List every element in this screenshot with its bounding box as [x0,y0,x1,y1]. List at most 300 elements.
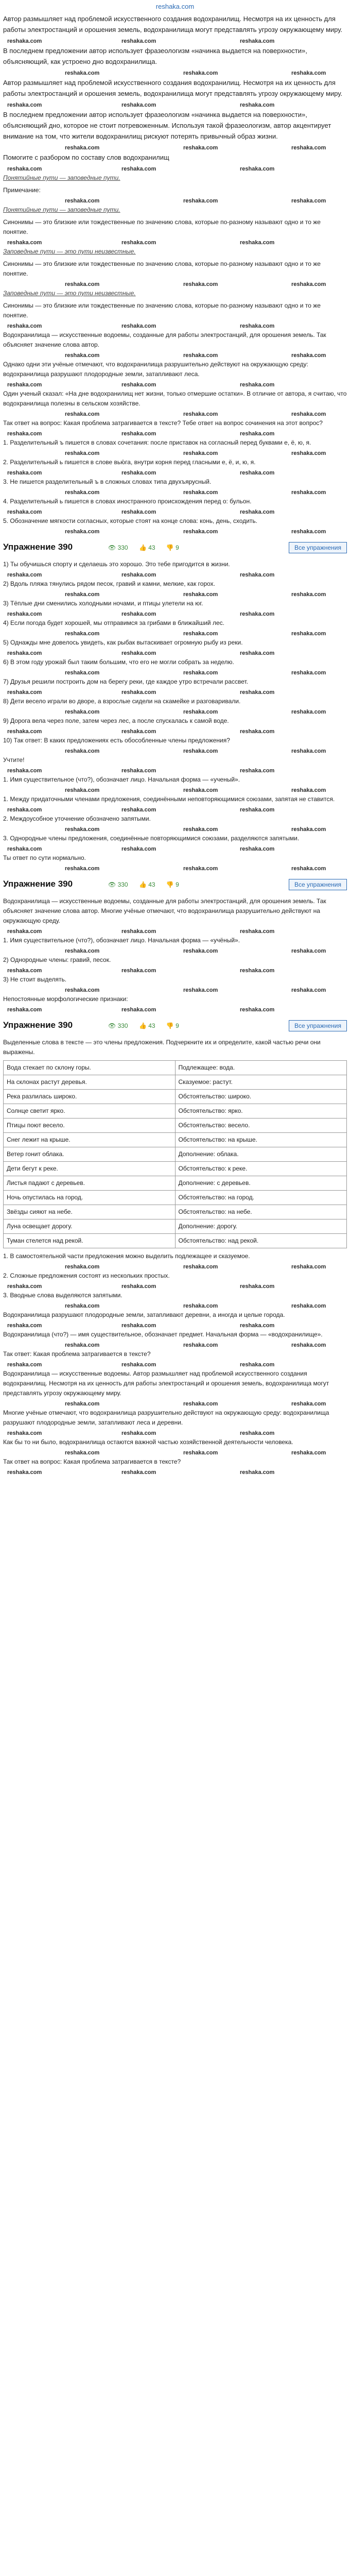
table-cell: Птицы поют весело. [4,1118,176,1133]
watermark-text: reshaka.com [183,1303,218,1309]
exercise-item: 2) Вдоль пляжа тянулись рядом песок, гравий и камни, мелкие, как горох. [3,580,215,587]
exercise-header-3 [0,1018,350,1033]
dislikes-count[interactable]: 👎 9 [166,881,179,888]
watermark-text: reshaka.com [240,1283,275,1290]
watermark-row [3,728,347,736]
closing-paragraph: Водохранилища (что?) — имя существительное, обозначает предмет. Начальная форма — «водохранилище». [3,1331,323,1338]
exercise-text: 3) Не стоит выделять. [3,976,67,983]
exercise-text: Водохранилища — искусственные водоемы, созданные для работы электростанций, для орошения земель. Так объясняет значение слова автор. Многие учёные отмечают, что водохранилища разрушительно действуют на окружающую среду. [3,897,326,924]
table-cell: Река разлилась широко. [4,1090,176,1104]
table-row [4,1162,347,1176]
watermark-text: reshaka.com [291,489,326,496]
watermark-row [3,411,347,418]
likes-count[interactable]: 👍 43 [138,1022,155,1029]
watermark-text: reshaka.com [7,1430,42,1436]
watermark-text: reshaka.com [240,240,275,246]
watermark-row [3,768,347,775]
analysis-paragraph: 5. Обозначение мягкости согласных, которые стоят на конце слова: конь, день, сходить. [3,517,257,524]
watermark-row [3,689,347,697]
watermark-row [3,650,347,657]
watermark-text: reshaka.com [291,631,326,637]
watermark-text: reshaka.com [240,572,275,578]
likes-count[interactable]: 👍 43 [138,881,155,888]
watermark-text: reshaka.com [183,709,218,715]
watermark-row [3,1469,347,1477]
analysis-paragraph: Так ответ на вопрос: Какая проблема затрагивается в тексте? Тебе ответ на вопрос сочинения на этот вопрос? [3,419,323,427]
watermark-text: reshaka.com [240,689,275,696]
watermark-text: reshaka.com [121,807,156,813]
watermark-text: reshaka.com [121,102,156,108]
watermark-text: reshaka.com [183,1264,218,1270]
watermark-row [3,1303,347,1310]
exercise-title: Упражнение 390 [3,542,73,552]
watermark-row [3,1342,347,1349]
analysis-paragraph: 1. Разделительный ъ пишется в словах сочетания: после приставок на согласный перед буквами е, ё, ю, я. [3,439,311,446]
watermark-text: reshaka.com [7,240,42,246]
watermark-text: reshaka.com [291,987,326,993]
views-count: 👁 330 [108,1022,128,1029]
exercise-item: 8) Дети весело играли во дворе, а взрослые сидели на скамейке и разговаривали. [3,698,241,705]
watermark-row [3,670,347,677]
watermark-text: reshaka.com [183,748,218,754]
term-title: Заповедные пути — это пути неизвестные. [3,290,136,297]
watermark-text: reshaka.com [7,382,42,388]
exercise-stats [108,544,188,551]
watermark-row [3,382,347,389]
analysis-section [0,330,350,536]
watermark-text: reshaka.com [65,1401,100,1407]
watermark-row [3,826,347,834]
exercise-text: 2) Однородные члены: гравий, песок. [3,956,111,963]
exercise-item: 6) В этом году урожай был таким большим, что его не могли собрать за неделю. [3,658,234,666]
table-row [4,1176,347,1191]
watermark-text: reshaka.com [183,198,218,204]
term-definition: Синонимы — это близкие или тождественные по значению слова, которые по-разному называют одно и то же понятие. [3,302,321,319]
exercise-item: 5) Однажды мне довелось увидеть, как рыбак вытаскивает огромную рыбу из реки. [3,639,243,646]
watermark-text: reshaka.com [183,1450,218,1456]
closing-paragraph: Водохранилища разрушают плодородные земли, затапливают деревни, а иногда и целые города. [3,1311,285,1318]
table-row [4,1205,347,1219]
table-row [4,1191,347,1205]
watermark-text: reshaka.com [291,529,326,535]
watermark-row [3,1283,347,1291]
watermark-text: reshaka.com [65,709,100,715]
watermark-row [3,968,347,975]
all-exercises-button[interactable]: Все упражнения [289,542,347,553]
site-header[interactable]: reshaka.com [155,3,195,10]
watermark-text: reshaka.com [183,1342,218,1348]
watermark-row [3,572,347,579]
term-title: Заповедные пути — это пути неизвестные. [3,248,136,255]
watermark-text: reshaka.com [121,572,156,578]
intro-paragraph: Автор размышляет над проблемой искусственного создания водохранилищ. Несмотря на их ценность для работы электростанций и орошения земель, водохранилища могут представлять угрозу окружающему миру. [3,15,343,33]
exercise2-text [0,896,350,1014]
watermark-row [3,1362,347,1369]
watermark-text: reshaka.com [121,1362,156,1368]
exercise3-intro-text: Выделенные слова в тексте — это члены предложения. Подчеркните их и определите, какой частью речи они выражены. [3,1039,321,1056]
watermark-text: reshaka.com [7,928,42,935]
watermark-text: reshaka.com [121,166,156,172]
watermark-row [3,748,347,755]
watermark-text: reshaka.com [291,866,326,872]
table-row [4,1090,347,1104]
analysis-paragraph: 3. Не пишется разделительный ъ в сложных словах типа двухъярусный. [3,478,212,485]
dislikes-count[interactable]: 👎 9 [166,1022,179,1029]
watermark-text: reshaka.com [121,728,156,735]
exercise-note: 1. Между придаточными членами предложения, соединёнными неповторяющимися союзами, запятая не ставится. [3,795,335,803]
table-cell: Ночь опустилась на город. [4,1191,176,1205]
term-definition: Примечание: [3,187,41,194]
exercise-item: 9) Дорога вела через поле, затем через лес, а после спускалась к самой воде. [3,717,229,724]
table-cell: Луна освещает дорогу. [4,1219,176,1234]
table-cell: Обстоятельство: к реке. [175,1162,347,1176]
dislikes-count[interactable]: 👎 9 [166,544,179,551]
watermark-text: reshaka.com [65,591,100,598]
watermark-text: reshaka.com [7,846,42,852]
watermark-text: reshaka.com [240,431,275,437]
watermark-text: reshaka.com [65,70,100,76]
closing-paragraph: 3. Вводные слова выделяются запятыми. [3,1292,122,1299]
analysis-paragraph: Один ученый сказал: «На дне водохранилищ нет жизни, только отмершие остатки». В отличие от автора, я считаю, что водохранилища полезны в сельском хозяйстве. [3,390,347,407]
watermark-text: reshaka.com [183,529,218,535]
watermark-text: reshaka.com [121,689,156,696]
table-row [4,1075,347,1090]
watermark-text: reshaka.com [291,1401,326,1407]
watermark-text: reshaka.com [65,352,100,359]
final-paragraph: Как бы то ни было, водохранилища остаются важной частью хозяйственной деятельности человека. [3,1438,293,1446]
watermark-text: reshaka.com [291,70,326,76]
watermark-text: reshaka.com [121,509,156,515]
watermark-text: reshaka.com [183,70,218,76]
watermark-text: reshaka.com [7,509,42,515]
likes-count[interactable]: 👍 43 [138,544,155,551]
table-cell: Сказуемое: растут. [175,1075,347,1090]
watermark-text: reshaka.com [240,968,275,974]
watermark-text: reshaka.com [291,1303,326,1309]
table-row [4,1133,347,1147]
watermark-text: reshaka.com [240,382,275,388]
watermark-text: reshaka.com [183,826,218,833]
watermark-text: reshaka.com [291,1450,326,1456]
watermark-text: reshaka.com [7,1362,42,1368]
exercise-stats [108,881,188,888]
term-definition: Синонимы — это близкие или тождественные по значению слова, которые по-разному называют одно и то же понятие. [3,218,321,235]
table-cell: Снег лежит на крыше. [4,1133,176,1147]
watermark-text: reshaka.com [65,1450,100,1456]
watermark-text: reshaka.com [121,650,156,656]
watermark-row [3,1450,347,1457]
table-cell: Ветер гонит облака. [4,1147,176,1162]
watermark-text: reshaka.com [183,948,218,954]
table-cell: Вода стекает по склону горы. [4,1061,176,1075]
watermark-text: reshaka.com [183,987,218,993]
closing-paragraph: 1. В самостоятельной части предложения можно выделить подлежащее и сказуемое. [3,1252,250,1260]
watermark-row [3,866,347,873]
watermark-row [3,529,347,536]
watermark-row [3,102,347,109]
table-cell: Обстоятельство: ярко. [175,1104,347,1118]
watermark-text: reshaka.com [240,509,275,515]
watermark-text: reshaka.com [291,145,326,151]
watermark-text: reshaka.com [65,787,100,793]
watermark-text: reshaka.com [240,768,275,774]
watermark-text: reshaka.com [121,611,156,617]
watermark-text: reshaka.com [65,198,100,204]
exercise-note: 3. Однородные члены предложения, соединённые повторяющимися союзами, разделяются запятыми. [3,835,300,842]
watermark-text: reshaka.com [65,670,100,676]
table-row [4,1219,347,1234]
watermark-text: reshaka.com [240,1469,275,1476]
watermark-text: reshaka.com [291,709,326,715]
watermark-text: reshaka.com [291,1342,326,1348]
watermark-text: reshaka.com [240,728,275,735]
watermark-text: reshaka.com [7,166,42,172]
watermark-row [3,1430,347,1437]
watermark-text: reshaka.com [7,38,42,44]
analysis-paragraph: 2. Разделительный ь пишется в слове вью́га, внутри корня перед гласными е, ё, и, ю, я. [3,459,256,466]
watermark-text: reshaka.com [240,846,275,852]
watermark-text: reshaka.com [65,529,100,535]
watermark-text: reshaka.com [240,102,275,108]
terms-section [0,173,350,330]
watermark-text: reshaka.com [240,1430,275,1436]
watermark-text: reshaka.com [121,846,156,852]
exercise-note: 2. Междоусобное уточнение обозначено запятыми. [3,815,151,822]
watermark-text: reshaka.com [121,968,156,974]
watermark-text: reshaka.com [7,689,42,696]
views-count: 👁 330 [108,881,128,888]
final-section [0,1369,350,1477]
answer-table [3,1060,347,1248]
watermark-text: reshaka.com [7,431,42,437]
table-cell: Листья падают с деревьев. [4,1176,176,1191]
watermark-text: reshaka.com [121,928,156,935]
term-definition: Синонимы — это близкие или тождественные по значению слова, которые по-разному называют одно и то же понятие. [3,260,321,277]
closing-paragraph: Так ответ: Какая проблема затрагивается в тексте? [3,1350,151,1358]
watermark-text: reshaka.com [183,281,218,287]
watermark-text: reshaka.com [65,748,100,754]
watermark-text: reshaka.com [121,382,156,388]
watermark-text: reshaka.com [121,1323,156,1329]
watermark-row [3,928,347,936]
watermark-row [3,509,347,516]
table-cell: Обстоятельство: на крыше. [175,1133,347,1147]
table-cell: Обстоятельство: на город. [175,1191,347,1205]
exercise-item: 4) Если погода будет хорошей, мы отправимся за грибами в ближайший лес. [3,619,224,626]
watermark-text: reshaka.com [240,650,275,656]
watermark-row [3,489,347,497]
analysis-paragraph: 4. Разделительный ь пишется в словах иностранного происхождения перед о: бульон. [3,498,252,505]
watermark-row [3,198,347,205]
table-cell: Дополнение: дорогу. [175,1219,347,1234]
table-cell: Обстоятельство: весело. [175,1118,347,1133]
watermark-row [3,1323,347,1330]
term-title: Понятийные пути — заповедные пути. [3,206,120,213]
intro-paragraph: Помогите с разбором по составу слов водохранилищ [3,154,169,161]
exercise-note: Учтите! [3,756,25,764]
watermark-row [3,846,347,853]
closing-paragraph: 2. Сложные предложения состоят из нескольких простых. [3,1272,170,1279]
watermark-row [3,709,347,716]
watermark-text: reshaka.com [7,650,42,656]
watermark-text: reshaka.com [7,1323,42,1329]
watermark-text: reshaka.com [65,826,100,833]
watermark-row [3,1007,347,1014]
watermark-text: reshaka.com [121,470,156,476]
watermark-text: reshaka.com [7,1469,42,1476]
table-row [4,1147,347,1162]
watermark-text: reshaka.com [65,1342,100,1348]
exercise1-items [0,560,350,755]
watermark-row [3,807,347,814]
table-cell: На склонах растут деревья. [4,1075,176,1090]
table-cell: Солнце светит ярко. [4,1104,176,1118]
exercise-item: 1) Ты обучишься спорту и сделаешь это хорошо. Это тебе пригодится в жизни. [3,561,230,568]
exercise-title: Упражнение 390 [3,1020,73,1030]
table-cell: Дополнение: облака. [175,1147,347,1162]
watermark-text: reshaka.com [121,1283,156,1290]
table-cell: Подлежащее: вода. [175,1061,347,1075]
watermark-text: reshaka.com [7,968,42,974]
watermark-text: reshaka.com [65,450,100,456]
exercise-item: 3) Тёплые дни сменились холодными ночами, и птицы улетели на юг. [3,600,203,607]
analysis-paragraph: Водохранилища — искусственные водоемы, созданные для работы электростанций, для орошения земель. Так объясняет значение слова автор. [3,331,326,348]
exercise-header-2 [0,877,350,892]
closing-section [0,1251,350,1369]
watermark-row [3,591,347,599]
exercise-item: 10) Так ответ: В каких предложениях есть обособленные члены предложения? [3,737,230,744]
exercise3-intro [0,1038,350,1057]
watermark-text: reshaka.com [121,38,156,44]
table-row [4,1061,347,1075]
watermark-text: reshaka.com [183,145,218,151]
watermark-row [3,1264,347,1271]
watermark-text: reshaka.com [291,826,326,833]
watermark-text: reshaka.com [65,866,100,872]
watermark-text: reshaka.com [240,1323,275,1329]
table-cell: Дополнение: с деревьев. [175,1176,347,1191]
watermark-row [3,240,347,247]
intro-paragraph: Автор размышляет над проблемой искусственного создания водохранилищ. Несмотря на их ценность для работы электростанций и орошения земель, водохранилища могут представлять угрозу окружающему миру. [3,79,343,97]
watermark-text: reshaka.com [291,748,326,754]
watermark-row [3,470,347,477]
watermark-text: reshaka.com [240,611,275,617]
watermark-text: reshaka.com [65,987,100,993]
final-paragraph: Так ответ на вопрос: Какая проблема затрагивается в тексте? [3,1458,181,1465]
watermark-text: reshaka.com [240,1007,275,1013]
exercise-note: 1. Имя существительное (что?), обозначает лицо. Начальная форма — «ученый». [3,776,240,783]
watermark-text: reshaka.com [7,470,42,476]
watermark-text: reshaka.com [183,670,218,676]
table-cell: Обстоятельство: широко. [175,1090,347,1104]
exercise-header-1 [0,540,350,555]
final-paragraph: Многие учёные отмечают, что водохранилища разрушительно действуют на окружающую среду: водохранилища разрушают плодородные земли, затапливают леса и деревни. [3,1409,329,1426]
watermark-text: reshaka.com [240,928,275,935]
watermark-text: reshaka.com [65,948,100,954]
intro-paragraph: В последнем предложении автор использует фразеологизм «начинка выдается на поверхности», объясняющий дно, которое не стоит потревоженным. Используя такой фразеологизм, автор акцентирует внимание на том, что жители водохранилищ рискуют потерять привычный образ жизни. [3,111,331,140]
exercise-text: 1. Имя существительное (что?), обозначает лицо. Начальная форма — «учёный». [3,937,240,944]
watermark-text: reshaka.com [183,787,218,793]
watermark-text: reshaka.com [65,631,100,637]
watermark-text: reshaka.com [240,470,275,476]
watermark-text: reshaka.com [183,591,218,598]
table-cell: Дети бегут к реке. [4,1162,176,1176]
watermark-text: reshaka.com [183,866,218,872]
all-exercises-button[interactable]: Все упражнения [289,879,347,890]
watermark-text: reshaka.com [121,1007,156,1013]
watermark-text: reshaka.com [240,323,275,329]
watermark-text: reshaka.com [291,1264,326,1270]
exercise-note: Ты ответ по сути нормально. [3,854,86,861]
watermark-text: reshaka.com [121,1430,156,1436]
watermark-text: reshaka.com [7,572,42,578]
exercise-title: Упражнение 390 [3,879,73,889]
watermark-row [3,987,347,994]
watermark-text: reshaka.com [7,323,42,329]
table-cell: Туман стелется над рекой. [4,1234,176,1248]
exercise-stats [108,1022,188,1029]
table-cell: Обстоятельство: на небе. [175,1205,347,1219]
watermark-row [3,948,347,955]
watermark-text: reshaka.com [183,489,218,496]
all-exercises-button[interactable]: Все упражнения [289,1020,347,1031]
watermark-text: reshaka.com [291,787,326,793]
watermark-text: reshaka.com [121,1469,156,1476]
views-count: 👁 330 [108,544,128,551]
watermark-row [3,323,347,330]
table-row [4,1234,347,1248]
watermark-text: reshaka.com [291,198,326,204]
watermark-text: reshaka.com [291,450,326,456]
exercise1-notes [0,755,350,873]
watermark-text: reshaka.com [7,611,42,617]
watermark-row [3,787,347,794]
watermark-text: reshaka.com [7,102,42,108]
watermark-row [3,145,347,152]
watermark-row [3,450,347,457]
watermark-text: reshaka.com [183,411,218,417]
watermark-text: reshaka.com [240,166,275,172]
watermark-text: reshaka.com [183,631,218,637]
watermark-text: reshaka.com [121,431,156,437]
watermark-text: reshaka.com [291,948,326,954]
term-title: Понятийные пути — заповедные пути. [3,174,120,181]
watermark-text: reshaka.com [65,1303,100,1309]
watermark-text: reshaka.com [7,807,42,813]
watermark-text: reshaka.com [183,450,218,456]
final-paragraph: Водохранилища — искусственные водоемы. Автор размышляет над проблемой искусственного создания водохранилищ. Несмотря на их ценность для работы электростанций и орошения земель, водохранилища могут представлять угрозу окружающему миру. [3,1370,329,1397]
watermark-row [3,631,347,638]
watermark-text: reshaka.com [291,281,326,287]
watermark-row [3,281,347,289]
exercise-item: 7) Друзья решили построить дом на берегу реки, где каждое утро встречали рассвет. [3,678,249,685]
watermark-row [3,431,347,438]
watermark-text: reshaka.com [240,1362,275,1368]
watermark-text: reshaka.com [121,240,156,246]
watermark-text: reshaka.com [7,728,42,735]
watermark-text: reshaka.com [7,1283,42,1290]
watermark-row [3,70,347,77]
watermark-text: reshaka.com [291,352,326,359]
analysis-paragraph: Однако одни эти учёные отмечают, что водохранилища разрушительно действуют на окружающую среду: водохранилища разрушают плодородные земли, затапливают леса. [3,361,308,378]
watermark-row [3,611,347,618]
table-cell: Обстоятельство: над рекой. [175,1234,347,1248]
watermark-text: reshaka.com [291,411,326,417]
watermark-row [3,166,347,173]
watermark-text: reshaka.com [121,323,156,329]
watermark-row [3,38,347,45]
watermark-text: reshaka.com [291,670,326,676]
